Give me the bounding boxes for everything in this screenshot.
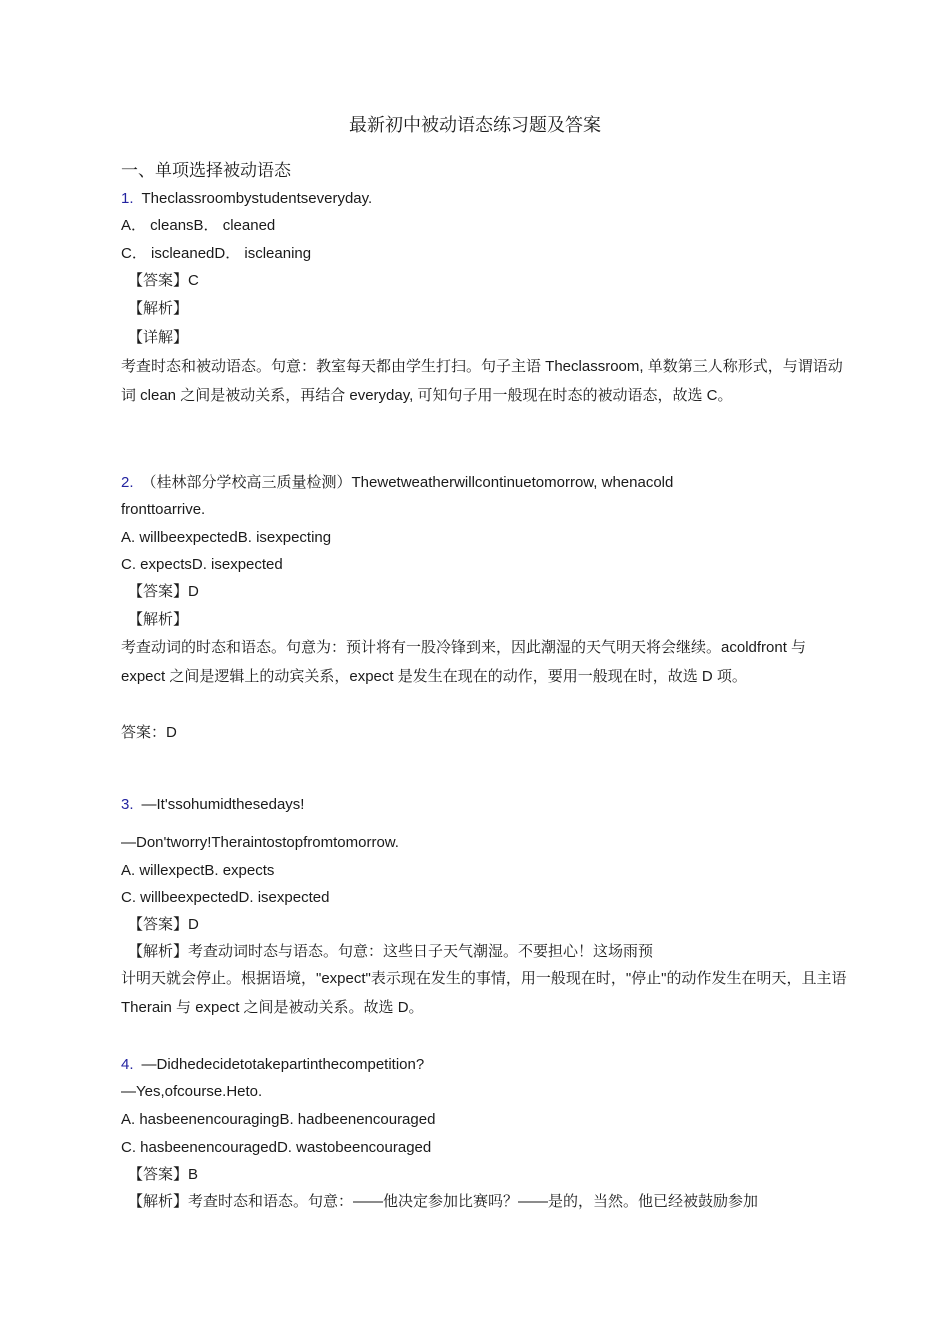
question-4-analysis-line: 【解析】考查时态和语态。句意：——他决定参加比赛吗？——是的，当然。他已经被鼓励参加 xyxy=(128,1193,759,1210)
section-heading: 一、单项选择被动语态 xyxy=(121,161,291,181)
question-1-options-ab: A． cleansB． cleaned xyxy=(121,217,276,234)
question-3-stem xyxy=(121,794,304,816)
question-3-options-ab: A. willexpectB. expects xyxy=(121,862,275,879)
question-4-options-cd: C. hasbeenencouragedD. wastobeencouraged xyxy=(121,1139,432,1156)
question-2-final-answer: 答案：D xyxy=(121,724,177,741)
question-3-stem-2: —Don'tworry!Theraintostopfromtomorrow. xyxy=(121,834,399,851)
question-4-options-ab: A. hasbeenencouragingB. hadbeenencouraged xyxy=(121,1111,436,1128)
question-2-answer: 【答案】D xyxy=(128,583,199,600)
question-1-detail-label: 【详解】 xyxy=(128,329,189,346)
question-2-options-ab: A. willbeexpectedB. isexpecting xyxy=(121,529,332,546)
question-number: 2. xyxy=(121,474,134,491)
question-1-answer: 【答案】C xyxy=(128,272,199,289)
question-3-answer: 【答案】D xyxy=(128,916,199,933)
question-2-stem-cont: fronttoarrive. xyxy=(121,501,206,518)
document-title: 最新初中被动语态练习题及答案 xyxy=(349,115,601,136)
question-2-options-cd: C. expectsD. isexpected xyxy=(121,556,283,573)
question-1-detail-text: 考查时态和被动语态。句意：教室每天都由学生打扫。句子主语 Theclassroom, 单数第三人称形式，与谓语动词 clean 之间是被动关系，再结合 everyday, 可知句子用一般现在时态的被动语态，故选 C。 xyxy=(121,358,843,404)
question-1-options-cd: C． iscleanedD． iscleaning xyxy=(121,245,312,262)
question-3-options-cd: C. willbeexpectedD. isexpected xyxy=(121,889,330,906)
question-text: Theclassroombystudentseveryday. xyxy=(141,190,373,207)
question-2-analysis-label: 【解析】 xyxy=(128,611,189,628)
question-2-stem xyxy=(121,472,673,494)
question-number: 4. xyxy=(121,1056,134,1073)
question-number: 1. xyxy=(121,190,134,207)
question-2-analysis-text: 考查动词的时态和语态。句意为：预计将有一股冷锋到来，因此潮湿的天气明天将会继续。acoldfront 与 expect 之间是逻辑上的动宾关系，expect 是发生在现在的动作，要用一般现在时，故选 D 项。 xyxy=(121,639,807,685)
question-text: （桂林部分学校高三质量检测）Thewetweatherwillcontinuetomorrow, whenacold xyxy=(141,474,674,491)
question-4-answer: 【答案】B xyxy=(128,1166,199,1183)
question-text: —It'ssohumidthesedays! xyxy=(141,796,305,813)
question-3-analysis-text: 计明天就会停止。根据语境，"expect"表示现在发生的事情，用一般现在时，"停止"的动作发生在明天，且主语 Therain 与 expect 之间是被动关系。故选 D。 xyxy=(121,970,847,1016)
question-1-stem xyxy=(121,188,372,210)
question-3-analysis-line: 【解析】考查动词时态与语态。句意：这些日子天气潮湿。不要担心！这场雨预 xyxy=(128,943,654,960)
question-4-stem-2: —Yes,ofcourse.Heto. xyxy=(121,1083,263,1100)
question-number: 3. xyxy=(121,796,134,813)
question-text: —Didhedecidetotakepartinthecompetition? xyxy=(141,1056,425,1073)
question-1-analysis-label: 【解析】 xyxy=(128,300,189,317)
question-4-stem xyxy=(121,1054,424,1076)
